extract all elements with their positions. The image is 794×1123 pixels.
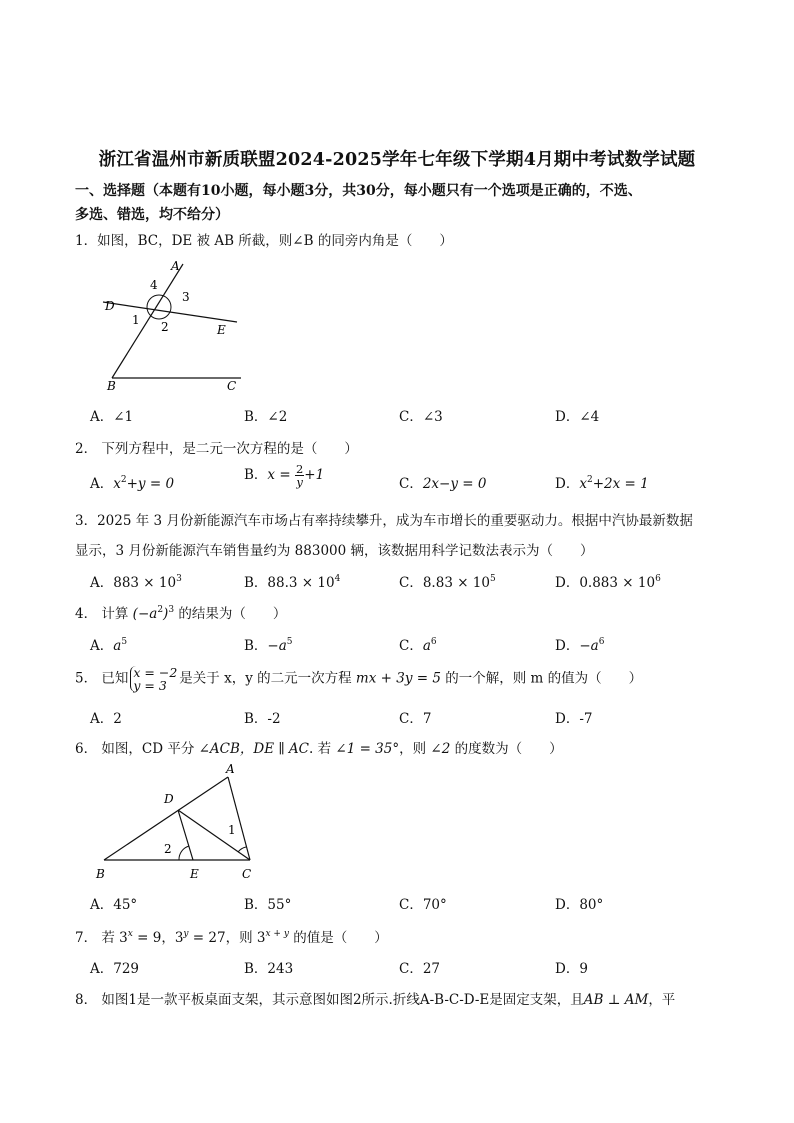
q6-label-B: B xyxy=(96,867,105,881)
q1-angle-2: 2 xyxy=(161,320,169,334)
q4-option-a: A．$a^5$ xyxy=(90,637,128,654)
q4-option-d: D．$-a^6$ xyxy=(555,637,605,654)
q1-option-b: B．∠2 xyxy=(244,409,288,425)
q6-option-b: B．55° xyxy=(244,897,292,913)
q3-stem-line1: 3．2025 年 3 月份新能源汽车市场占有率持续攀升，成为车市增长的重要驱动力。根据中汽协最新数据 xyxy=(75,513,693,529)
q7-option-c: C．27 xyxy=(399,961,441,977)
section-heading-line1: 一、选择题（本题有10小题，每小题3分，共30分，每小题只有一个选项是正确的，不选、 xyxy=(75,183,642,199)
q3-option-b: B．$88.3 \times 10^4$ xyxy=(244,574,341,591)
q1-option-a: A．∠1 xyxy=(90,409,134,425)
q6-label-C: C xyxy=(242,867,252,881)
q5-equation-system: x = −2 y = 3 xyxy=(130,666,177,692)
q2-option-a: A．$x^2+y = 0$ xyxy=(90,475,175,492)
q7-option-d: D．9 xyxy=(555,961,588,977)
q1-option-d: D．∠4 xyxy=(555,409,600,425)
q2-option-b: B．x = $\frac{2}{y}$ +1 xyxy=(244,462,325,489)
q1-angle-3: 3 xyxy=(182,290,190,304)
q5-option-c: C．7 xyxy=(399,711,432,727)
q3-stem-line2: 显示，3 月份新能源汽车销售量约为 883000 辆，该数据用科学记数法表示为（ ） xyxy=(75,543,594,559)
q3-option-d: D．$0.883 \times 10^6$ xyxy=(555,574,661,591)
q1-angle-4: 4 xyxy=(150,278,158,292)
q5-option-a: A．2 xyxy=(90,711,122,727)
q3-option-c: C．$8.83 \times 10^5$ xyxy=(399,574,496,591)
section-heading-line2: 多选、错选，均不给分） xyxy=(75,207,229,223)
q1-label-D: D xyxy=(105,299,115,313)
q1-option-c: C．∠3 xyxy=(399,409,443,425)
q1-label-A: A xyxy=(171,259,180,273)
q6-option-a: A．45° xyxy=(90,897,138,913)
q4-stem: 4． 计算 $(-a^2)^3$ 的结果为（ ） xyxy=(75,605,287,622)
q6-figure xyxy=(92,760,262,885)
q1-stem: 1．如图，BC，DE 被 AB 所截，则∠B 的同旁内角是（ ） xyxy=(75,233,453,249)
q3-option-a: A．$883 \times 10^3$ xyxy=(90,574,182,591)
page-title: 浙江省温州市新质联盟2024-2025学年七年级下学期4月期中考试数学试题 xyxy=(98,150,696,170)
q2-stem: 2． 下列方程中，是二元一次方程的是（ ） xyxy=(75,441,358,457)
q5-stem: 5． 已知 x = −2 y = 3 是关于 x，y 的二元一次方程 mx + 3y = 5 的一个解，则 m 的值为（ ） xyxy=(75,665,643,693)
q1-label-C: C xyxy=(227,379,237,393)
q7-option-b: B．243 xyxy=(244,961,294,977)
q4-option-c: C．$a^6$ xyxy=(399,637,437,654)
q8-stem: 8． 如图1是一款平板桌面支架，其示意图如图2所示.折线A-B-C-D-E是固定支架，且AB ⊥ AM，平 xyxy=(75,992,676,1008)
q5-option-d: D．-7 xyxy=(555,711,593,727)
q2-option-d: D．$x^2+2x = 1$ xyxy=(555,475,649,492)
q6-angle-2: 2 xyxy=(164,842,172,856)
q5-option-b: B．-2 xyxy=(244,711,281,727)
q7-option-a: A．729 xyxy=(90,961,140,977)
q1-label-E: E xyxy=(217,323,226,337)
q6-option-c: C．70° xyxy=(399,897,447,913)
q7-stem: 7． 若 $3^x = 9$，$3^y = 27$，则 $3^{x + y}$ 的值是（ ） xyxy=(75,929,388,946)
q6-label-E: E xyxy=(190,867,199,881)
q4-option-b: B．$-a^5$ xyxy=(244,637,293,654)
q6-angle-1: 1 xyxy=(228,823,236,837)
q6-stem: 6． 如图，CD 平分 ∠ACB，DE ∥ AC. 若 ∠1 = 35°，则 ∠2 的度数为（ ） xyxy=(75,741,563,757)
q1-figure xyxy=(95,254,255,394)
q1-label-B: B xyxy=(107,379,116,393)
q1-angle-1: 1 xyxy=(132,313,140,327)
q2-option-c: C．2x−y = 0 xyxy=(399,476,487,492)
q6-label-A: A xyxy=(226,762,235,776)
q6-option-d: D．80° xyxy=(555,897,604,913)
q6-label-D: D xyxy=(164,792,174,806)
